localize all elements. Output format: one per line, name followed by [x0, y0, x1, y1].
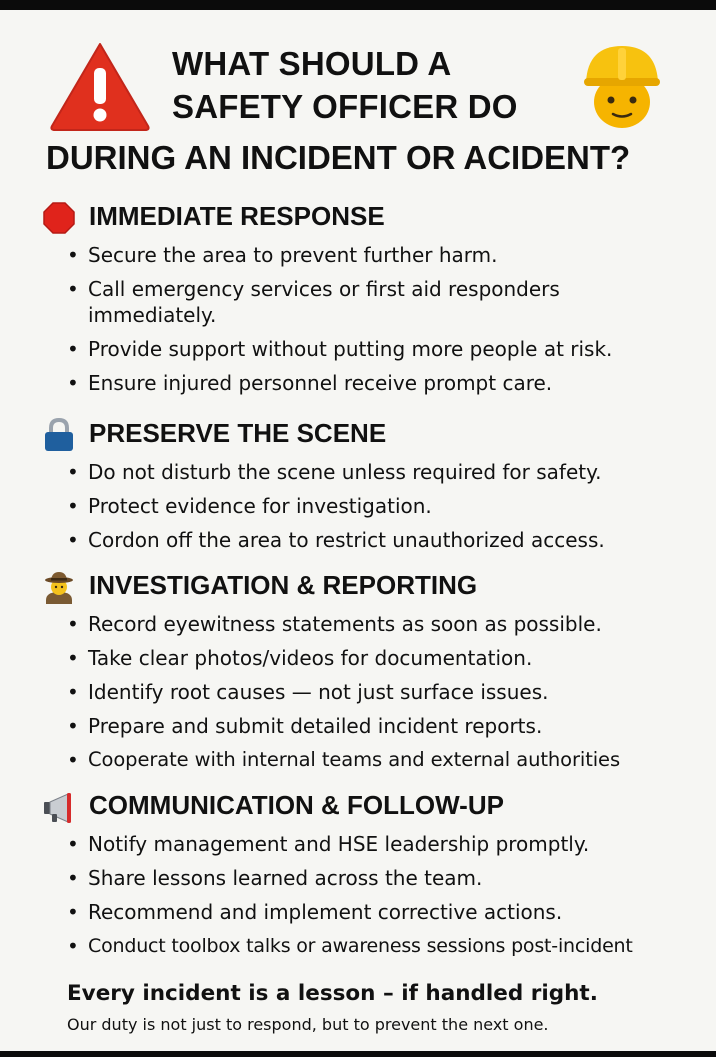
list-item: • Cooperate with internal teams and external authorities	[0, 747, 716, 773]
section-title: INVESTIGATION & REPORTING	[89, 570, 478, 600]
megaphone-icon	[42, 790, 76, 824]
stop-sign-icon	[42, 201, 76, 235]
list-item: • Record eyewitness statements as soon as possible.	[0, 611, 716, 637]
page-title-line-3: DURING AN INCIDENT OR ACIDENT?	[46, 139, 631, 176]
list-item: • Take clear photos/videos for documentation.	[0, 645, 716, 671]
detective-icon	[42, 570, 76, 604]
list-item: • Notify management and HSE leadership promptly.	[0, 831, 716, 857]
list-item: • Conduct toolbox talks or awareness sessions post-incident	[0, 933, 716, 959]
list-item: • Share lessons learned across the team.	[0, 865, 716, 891]
item-list	[0, 831, 716, 959]
list-item: • Secure the area to prevent further harm.	[0, 242, 716, 268]
bottom-border	[0, 1051, 716, 1057]
list-item: • Provide support without putting more people at risk.	[0, 336, 716, 362]
page-title-line-2: SAFETY OFFICER DO	[172, 88, 518, 125]
list-item: • Ensure injured personnel receive prompt care.	[0, 370, 716, 396]
item-list	[0, 242, 716, 396]
section-immediate-response	[0, 198, 716, 396]
item-list	[0, 459, 716, 553]
item-list	[0, 611, 716, 773]
padlock-icon	[42, 418, 76, 452]
list-item: • Identify root causes — not just surface issues.	[0, 679, 716, 705]
section-title: IMMEDIATE RESPONSE	[89, 201, 385, 231]
section-title: COMMUNICATION & FOLLOW-UP	[89, 790, 504, 820]
section-investigation-reporting	[0, 567, 716, 773]
list-item: • Protect evidence for investigation.	[0, 493, 716, 519]
list-item: • Prepare and submit detailed incident reports.	[0, 713, 716, 739]
hard-hat-worker-icon	[580, 40, 664, 130]
list-item: • Do not disturb the scene unless required for safety.	[0, 459, 716, 485]
footer-note: Our duty is not just to respond, but to prevent the next one.	[67, 1015, 549, 1034]
top-border	[0, 0, 716, 10]
footer-tagline: Every incident is a lesson – if handled right.	[67, 981, 598, 1006]
section-preserve-the-scene	[0, 415, 716, 553]
section-communication-follow-up	[0, 787, 716, 959]
warning-triangle-icon	[48, 40, 152, 132]
list-item: • Cordon off the area to restrict unauthorized access.	[0, 527, 716, 553]
list-item: • Recommend and implement corrective actions.	[0, 899, 716, 925]
section-title: PRESERVE THE SCENE	[89, 418, 387, 448]
list-item: • Call emergency services or first aid responders immediately.	[0, 276, 716, 328]
page-title-line-1: WHAT SHOULD A	[172, 45, 452, 82]
